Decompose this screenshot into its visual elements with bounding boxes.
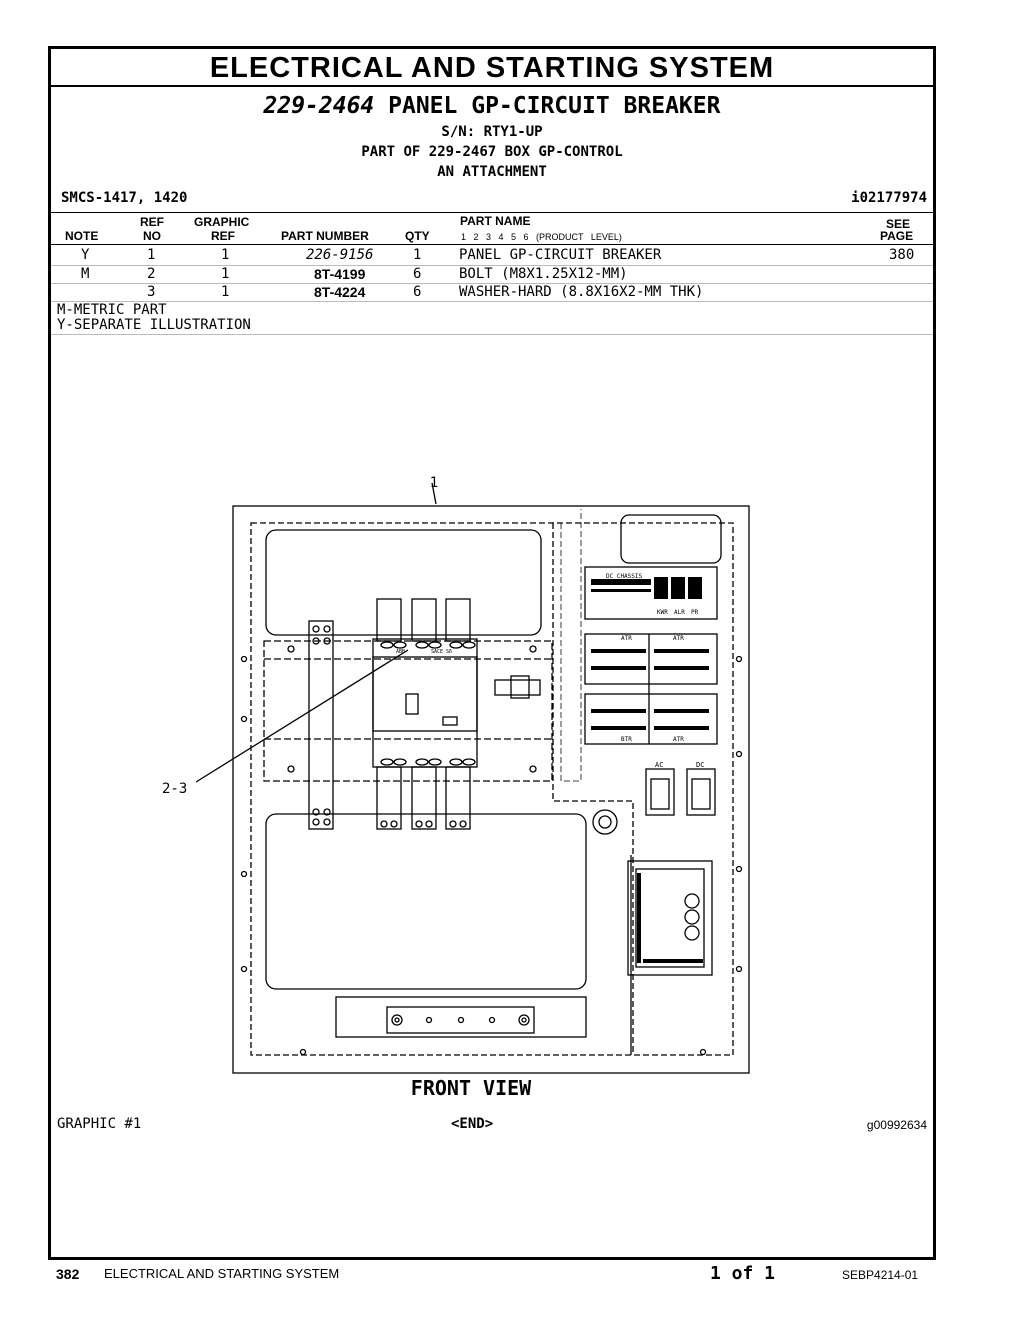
row3-qty: 6	[413, 284, 422, 300]
bottom-terminal	[377, 767, 401, 829]
dc-chassis-label: DC CHASSIS	[606, 573, 643, 580]
meter-ac-label: AC	[655, 761, 664, 769]
illustration-id: i02177974	[851, 190, 927, 206]
atr-label: ATR	[673, 635, 684, 642]
row3-part-name: WASHER-HARD (8.8X16X2-MM THK)	[459, 284, 704, 300]
row2-qty: 6	[413, 266, 422, 282]
note-separate-illustration: Y-SEPARATE ILLUSTRATION	[57, 317, 251, 333]
atr-module-2	[585, 694, 717, 744]
col-graphic-bottom: REF	[211, 229, 235, 243]
row1-ref-no: 1	[147, 247, 156, 263]
relay-alr: ALR	[674, 609, 685, 616]
col-see-bottom: PAGE	[880, 229, 914, 243]
breaker-mount-area	[264, 641, 552, 781]
col-part-number: PART NUMBER	[281, 229, 369, 243]
col-product-level: 1 2 3 4 5 6 (PRODUCT LEVEL)	[461, 232, 622, 242]
atr-label: ATR	[621, 635, 632, 642]
graphic-label: GRAPHIC #1	[57, 1116, 142, 1132]
upper-plate	[266, 530, 541, 635]
row1-note: Y	[81, 247, 90, 263]
row1-part-name: PANEL GP-CIRCUIT BREAKER	[459, 247, 662, 263]
row2-note: M	[81, 266, 90, 282]
row2-graphic-ref: 1	[221, 266, 230, 282]
row3-ref-no: 3	[147, 284, 156, 300]
bottom-terminal	[412, 767, 436, 829]
breaker-model: SACE S6	[431, 649, 453, 655]
row2-part-name: BOLT (M8X1.25X12-MM)	[459, 266, 628, 282]
bottom-terminal	[446, 767, 470, 829]
row3-part-number: 8T-4224	[314, 284, 366, 300]
footer-section: ELECTRICAL AND STARTING SYSTEM	[104, 1266, 340, 1281]
btr-label: BTR	[621, 736, 632, 743]
atr-module-1	[585, 634, 717, 684]
part-of-line: PART OF 229-2467 BOX GP-CONTROL	[361, 144, 623, 160]
row2-ref-no: 2	[147, 266, 156, 282]
col-ref-bottom: NO	[143, 229, 161, 243]
callout-2-3: 2-3	[162, 781, 188, 797]
circuit-breaker	[373, 639, 477, 767]
attachment-line: AN ATTACHMENT	[437, 164, 547, 180]
left-bus-strip	[309, 621, 333, 829]
page-title: ELECTRICAL AND STARTING SYSTEM	[209, 52, 775, 84]
row1-part-number[interactable]: 226-9156	[306, 247, 374, 263]
atr-label: ATR	[673, 736, 684, 743]
row1-see-page[interactable]: 380	[889, 247, 915, 263]
row2-part-number: 8T-4199	[314, 266, 366, 282]
relay-kwr: KWR	[657, 609, 668, 616]
graphic-id: g00992634	[866, 1118, 927, 1132]
page-frame	[48, 46, 936, 1260]
view-label: FRONT VIEW	[410, 1076, 532, 1100]
meter-dc-label: DC	[696, 761, 705, 769]
callout-1: 1	[429, 475, 439, 491]
row1-qty: 1	[413, 247, 422, 263]
front-view-drawing	[51, 49, 933, 1109]
serial-number: S/N: RTY1-UP	[441, 124, 543, 140]
smcs-code: SMCS-1417, 1420	[61, 190, 188, 206]
relay-pr: PR	[691, 609, 699, 616]
end-label: <END>	[451, 1116, 494, 1132]
col-qty: QTY	[405, 229, 430, 243]
col-note: NOTE	[65, 229, 99, 243]
lower-plate	[266, 814, 586, 989]
col-ref-top: REF	[140, 215, 164, 229]
row3-graphic-ref: 1	[221, 284, 230, 300]
col-see-top: SEE	[886, 217, 911, 231]
col-graphic-top: GRAPHIC	[194, 215, 250, 229]
footer-doc-id: SEBP4214-01	[842, 1268, 919, 1282]
part-name-heading: PANEL GP-CIRCUIT BREAKER	[388, 93, 721, 119]
breaker-brand: ABB	[396, 649, 406, 655]
meter-dc	[687, 769, 715, 815]
callout-2-leader	[196, 650, 408, 782]
note-metric: M-METRIC PART	[57, 302, 167, 318]
round-component	[593, 810, 617, 834]
part-number-heading: 229-2464	[263, 93, 375, 119]
col-part-name: PART NAME	[460, 214, 531, 228]
meter-ac	[646, 769, 674, 815]
footer-page-number: 382	[56, 1266, 80, 1282]
row1-graphic-ref: 1	[221, 247, 230, 263]
footer-page-of: 1 of 1	[710, 1263, 776, 1284]
